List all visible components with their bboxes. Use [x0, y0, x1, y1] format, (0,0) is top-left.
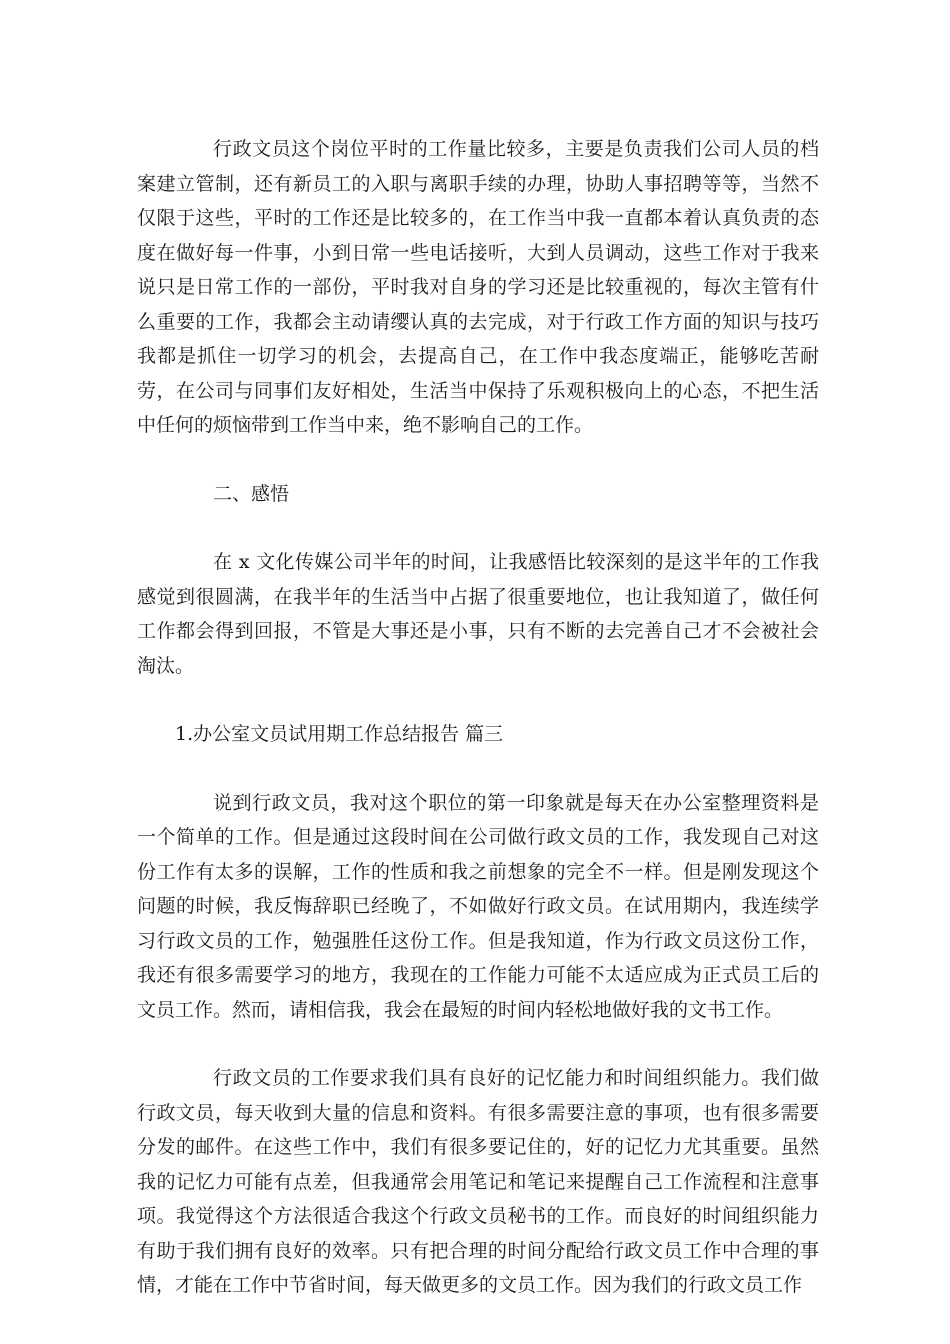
report-title: 1.办公室文员试用期工作总结报告 篇三 [175, 723, 504, 745]
section-heading-insights: 二、感悟 [213, 482, 290, 505]
paragraph-memory-time: 行政文员的工作要求我们具有良好的记忆能力和时间组织能力。我们做行政文员，每天收到大量的信息和资料。有很多需要注意的事项，也有很多需要分发的邮件。在这些工作中，我们有很多要记住的，好的记忆力尤其重要。虽然我的记忆力可能有点差，但我通常会用笔记和笔记来提醒自己工作流程和注意事项。我觉得这个方法很适合我这个行政文员秘书的工作。而良好的时间组织能力有助于我们拥有良好的效率。只有把合理的时间分配给行政文员工作中合理的事情，才能在工作中节省时间，每天做更多的文员工作。因为我们的行政文员工作 [137, 1067, 819, 1296]
document-page [137, 132, 819, 1337]
paragraph-work-duties: 行政文员这个岗位平时的工作量比较多，主要是负责我们公司人员的档案建立管制，还有新员工的入职与离职手续的办理，协助人事招聘等等，当然不仅限于这些，平时的工作还是比较多的，在工作当中我一直都本着认真负责的态度在做好每一件事，小到日常一些电话接听，大到人员调动，这些工作对于我来说只是日常工作的一部份，平时我对自身的学习还是比较重视的，每次主管有什么重要的工作，我都会主动请缨认真的去完成，对于行政工作方面的知识与技巧我都是抓住一切学习的机会，去提高自己，在工作中我态度端正，能够吃苦耐劳，在公司与同事们友好相处，生活当中保持了乐观积极向上的心态，不把生活中任何的烦恼带到工作当中来，绝不影响自己的工作。 [137, 138, 819, 436]
paragraph-first-impression: 说到行政文员，我对这个职位的第一印象就是每天在办公室整理资料是一个简单的工作。但是通过这段时间在公司做行政文员的工作，我发现自己对这份工作有太多的误解，工作的性质和我之前想象的完全不一样。但是刚发现这个问题的时候，我反悔辞职已经晚了，不如做好行政文员。在试用期内，我连续学习行政文员的工作，勉强胜任这份工作。但是我知道，作为行政文员这份工作，我还有很多需要学习的地方，我现在的工作能力可能不太适应成为正式员工后的文员工作。然而，请相信我，我会在最短的时间内轻松地做好我的文书工作。 [137, 791, 819, 1021]
paragraph-insights: 在 x 文化传媒公司半年的时间，让我感悟比较深刻的是这半年的工作我感觉到很圆满，在我半年的生活当中占据了很重要地位，也让我知道了，做任何工作都会得到回报，不管是大事还是小事，只有不断的去完善自己才不会被社会淘汰。 [137, 551, 819, 677]
